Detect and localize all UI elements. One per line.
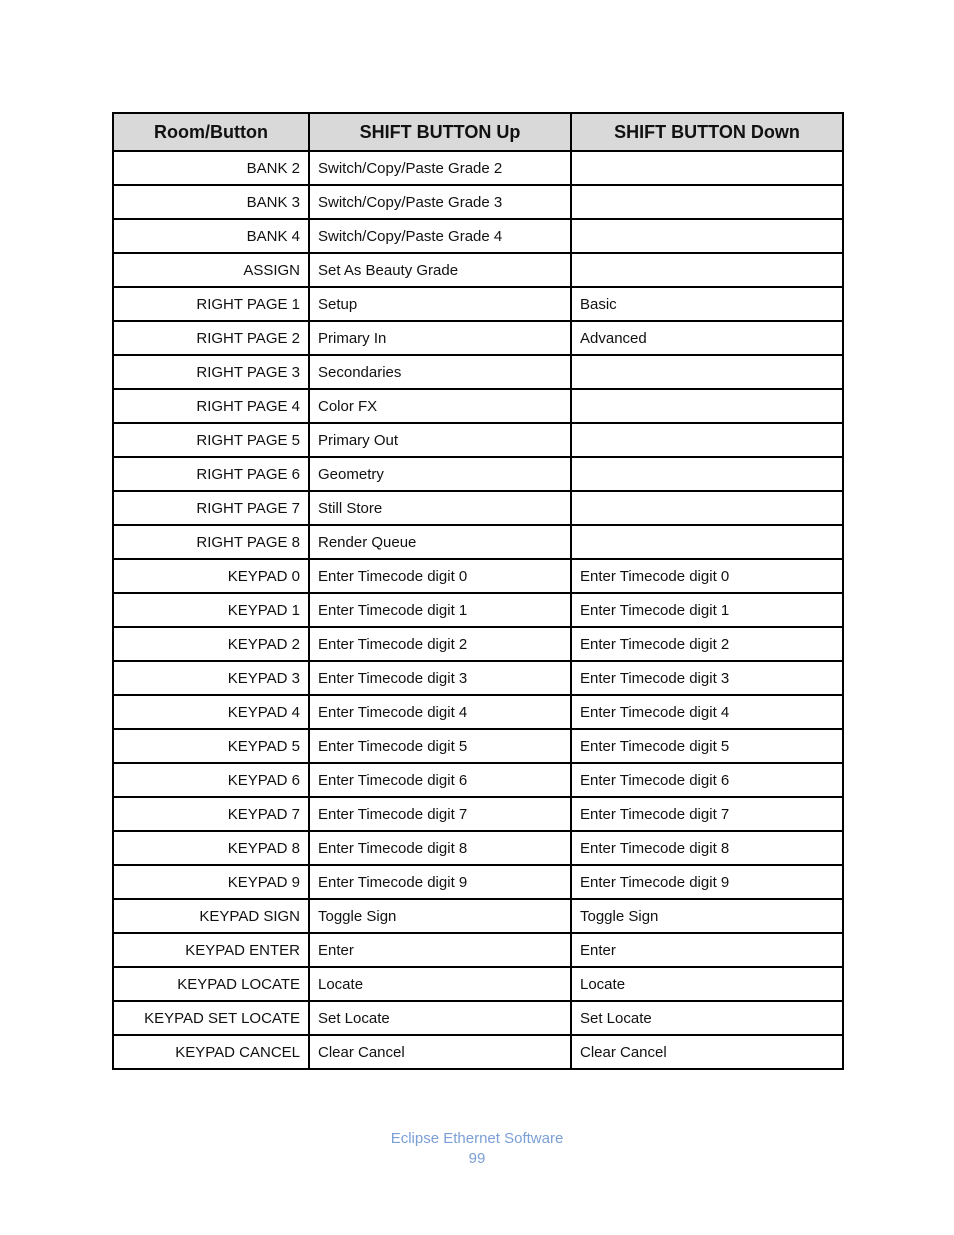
table-row <box>113 253 843 287</box>
table-row <box>113 695 843 729</box>
cell-shift-down: Enter Timecode digit 9 <box>571 865 843 899</box>
table-row <box>113 491 843 525</box>
cell-shift-up: Set Locate <box>309 1001 571 1035</box>
cell-room-button: BANK 3 <box>113 185 309 219</box>
table-row <box>113 967 843 1001</box>
cell-room-button: RIGHT PAGE 1 <box>113 287 309 321</box>
table-row <box>113 831 843 865</box>
table-row <box>113 185 843 219</box>
cell-shift-down: Locate <box>571 967 843 1001</box>
cell-shift-up: Enter Timecode digit 7 <box>309 797 571 831</box>
cell-room-button: KEYPAD 5 <box>113 729 309 763</box>
table-header-row <box>113 113 843 151</box>
cell-shift-up: Locate <box>309 967 571 1001</box>
table-row <box>113 627 843 661</box>
cell-room-button: RIGHT PAGE 4 <box>113 389 309 423</box>
cell-room-button: KEYPAD ENTER <box>113 933 309 967</box>
cell-room-button: KEYPAD 4 <box>113 695 309 729</box>
cell-shift-up: Enter Timecode digit 4 <box>309 695 571 729</box>
cell-shift-up: Primary Out <box>309 423 571 457</box>
cell-shift-down: Enter Timecode digit 7 <box>571 797 843 831</box>
cell-room-button: KEYPAD SET LOCATE <box>113 1001 309 1035</box>
table-row <box>113 423 843 457</box>
cell-shift-down: Advanced <box>571 321 843 355</box>
cell-shift-down <box>571 491 843 525</box>
cell-shift-down: Enter Timecode digit 8 <box>571 831 843 865</box>
cell-room-button: BANK 4 <box>113 219 309 253</box>
cell-room-button: KEYPAD 8 <box>113 831 309 865</box>
cell-shift-down: Enter Timecode digit 4 <box>571 695 843 729</box>
cell-shift-down: Enter Timecode digit 6 <box>571 763 843 797</box>
cell-room-button: RIGHT PAGE 2 <box>113 321 309 355</box>
table-row <box>113 389 843 423</box>
cell-room-button: KEYPAD 3 <box>113 661 309 695</box>
footer-title: Eclipse Ethernet Software <box>390 1130 564 1147</box>
table-row <box>113 1001 843 1035</box>
cell-room-button: KEYPAD 9 <box>113 865 309 899</box>
cell-shift-up: Enter Timecode digit 5 <box>309 729 571 763</box>
cell-room-button: BANK 2 <box>113 151 309 185</box>
cell-room-button: KEYPAD 7 <box>113 797 309 831</box>
table-row <box>113 865 843 899</box>
table-row <box>113 525 843 559</box>
cell-shift-up: Enter Timecode digit 0 <box>309 559 571 593</box>
cell-room-button: RIGHT PAGE 6 <box>113 457 309 491</box>
cell-shift-down <box>571 355 843 389</box>
table-row <box>113 559 843 593</box>
cell-shift-up: Geometry <box>309 457 571 491</box>
cell-shift-up: Enter Timecode digit 2 <box>309 627 571 661</box>
table-row <box>113 457 843 491</box>
cell-shift-down: Enter <box>571 933 843 967</box>
cell-shift-up: Clear Cancel <box>309 1035 571 1069</box>
cell-room-button: KEYPAD 1 <box>113 593 309 627</box>
cell-room-button: KEYPAD LOCATE <box>113 967 309 1001</box>
table-row <box>113 797 843 831</box>
cell-shift-up: Setup <box>309 287 571 321</box>
table-row <box>113 933 843 967</box>
header-shift-up: SHIFT BUTTON Up <box>309 113 571 151</box>
cell-shift-down: Set Locate <box>571 1001 843 1035</box>
cell-shift-down <box>571 151 843 185</box>
cell-shift-up: Switch/Copy/Paste Grade 4 <box>309 219 571 253</box>
cell-shift-up: Secondaries <box>309 355 571 389</box>
cell-shift-up: Enter Timecode digit 1 <box>309 593 571 627</box>
cell-shift-down <box>571 423 843 457</box>
footer-page-number: 99 <box>468 1150 486 1167</box>
cell-shift-down <box>571 457 843 491</box>
cell-room-button: RIGHT PAGE 7 <box>113 491 309 525</box>
cell-room-button: KEYPAD 0 <box>113 559 309 593</box>
cell-shift-down <box>571 525 843 559</box>
cell-room-button: KEYPAD 2 <box>113 627 309 661</box>
cell-room-button: RIGHT PAGE 8 <box>113 525 309 559</box>
cell-shift-up: Enter Timecode digit 8 <box>309 831 571 865</box>
cell-shift-up: Primary In <box>309 321 571 355</box>
table-row <box>113 763 843 797</box>
cell-shift-up: Enter Timecode digit 6 <box>309 763 571 797</box>
cell-room-button: KEYPAD CANCEL <box>113 1035 309 1069</box>
cell-shift-down: Basic <box>571 287 843 321</box>
cell-shift-down: Toggle Sign <box>571 899 843 933</box>
table-row <box>113 899 843 933</box>
cell-shift-up: Toggle Sign <box>309 899 571 933</box>
table-row <box>113 661 843 695</box>
cell-shift-up: Switch/Copy/Paste Grade 3 <box>309 185 571 219</box>
cell-shift-up: Still Store <box>309 491 571 525</box>
cell-shift-up: Render Queue <box>309 525 571 559</box>
cell-room-button: ASSIGN <box>113 253 309 287</box>
cell-shift-down: Enter Timecode digit 5 <box>571 729 843 763</box>
cell-shift-up: Enter Timecode digit 3 <box>309 661 571 695</box>
table-row <box>113 355 843 389</box>
cell-shift-down <box>571 185 843 219</box>
table-row <box>113 1035 843 1069</box>
header-shift-down: SHIFT BUTTON Down <box>571 113 843 151</box>
cell-shift-down: Enter Timecode digit 0 <box>571 559 843 593</box>
table-row <box>113 321 843 355</box>
cell-room-button: KEYPAD SIGN <box>113 899 309 933</box>
cell-shift-up: Set As Beauty Grade <box>309 253 571 287</box>
cell-shift-up: Enter Timecode digit 9 <box>309 865 571 899</box>
table-row <box>113 287 843 321</box>
shift-button-table <box>112 112 844 1070</box>
table-row <box>113 729 843 763</box>
cell-shift-down: Enter Timecode digit 2 <box>571 627 843 661</box>
table-row <box>113 219 843 253</box>
cell-shift-down <box>571 219 843 253</box>
cell-room-button: KEYPAD 6 <box>113 763 309 797</box>
table-row <box>113 151 843 185</box>
cell-shift-down <box>571 253 843 287</box>
cell-room-button: RIGHT PAGE 3 <box>113 355 309 389</box>
cell-shift-up: Switch/Copy/Paste Grade 2 <box>309 151 571 185</box>
cell-room-button: RIGHT PAGE 5 <box>113 423 309 457</box>
cell-shift-up: Enter <box>309 933 571 967</box>
cell-shift-down: Clear Cancel <box>571 1035 843 1069</box>
cell-shift-up: Color FX <box>309 389 571 423</box>
cell-shift-down: Enter Timecode digit 3 <box>571 661 843 695</box>
table-row <box>113 593 843 627</box>
cell-shift-down <box>571 389 843 423</box>
cell-shift-down: Enter Timecode digit 1 <box>571 593 843 627</box>
header-room-button: Room/Button <box>113 113 309 151</box>
